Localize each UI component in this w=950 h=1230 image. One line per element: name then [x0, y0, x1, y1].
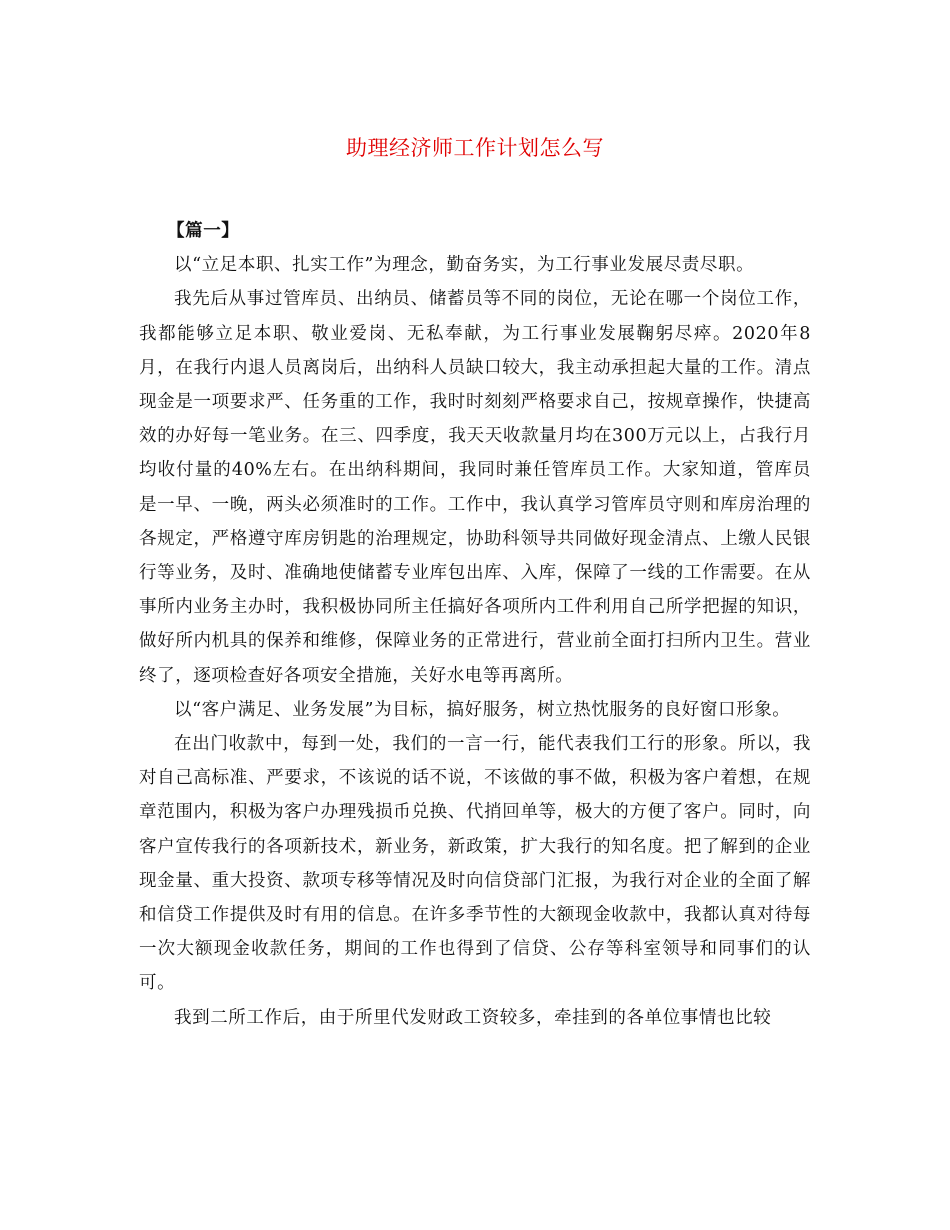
paragraph-4: 在出门收款中，每到一处，我们的一言一行，能代表我们工行的形象。所以，我对自己高标准、严要求，不该说的话不说，不该做的事不做，积极为客户着想，在规章范围内，积极为客户办理残损币兑换、代捎回单等，极大的方便了客户。同时，向客户宣传我行的各项新技术，新业务，新政策，扩大我行的知名度。把了解到的企业现金量、重大投资、款项专移等情况及时向信贷部门汇报，为我行对企业的全面了解和信贷工作提供及时有用的信息。在许多季节性的大额现金收款中，我都认真对待每一次大额现金收款任务，期间的工作也得到了信贷、公存等科室领导和同事们的认可。	[139, 734, 811, 994]
section-heading: 【篇一】	[167, 221, 240, 241]
paragraph-1: 以“立足本职、扎实工作”为理念，勤奋务实，为工行事业发展尽责尽职。	[174, 255, 755, 276]
paragraph-5: 我到二所工作后，由于所里代发财政工资较多，牵挂到的各单位事情也比较	[174, 1007, 772, 1028]
document-body	[139, 214, 811, 1035]
paragraph-3: 以“客户满足、业务发展”为目标，搞好服务，树立热忱服务的良好窗口形象。	[174, 699, 791, 720]
document-title: 助理经济师工作计划怎么写	[346, 136, 604, 160]
paragraph-2: 我先后从事过管库员、出纳员、储蓄员等不同的岗位，无论在哪一个岗位工作，我都能够立足本职、敬业爱岗、无私奉献，为工行事业发展鞠躬尽瘁。2020年8月，在我行内退人员离岗后，出纳科人员缺口较大，我主动承担起大量的工作。清点现金是一项要求严、任务重的工作，我时时刻刻严格要求自己，按规章操作，快捷高效的办好每一笔业务。在三、四季度，我天天收款量月均在300万元以上，占我行月均收付量的40%左右。在出纳科期间，我同时兼任管库员工作。大家知道，管库员是一早、一晚，两头必须准时的工作。工作中，我认真学习管库员守则和库房治理的各规定，严格遵守库房钥匙的治理规定，协助科领导共同做好现金清点、上缴人民银行等业务，及时、准确地使储蓄专业库包出库、入库，保障了一线的工作需要。在从事所内业务主办时，我积极协同所主任搞好各项所内工件利用自己所学把握的知识，做好所内机具的保养和维修，保障业务的正常进行，营业前全面打扫所内卫生。营业终了，逐项检查好各项安全措施，关好水电等再离所。	[139, 289, 811, 686]
